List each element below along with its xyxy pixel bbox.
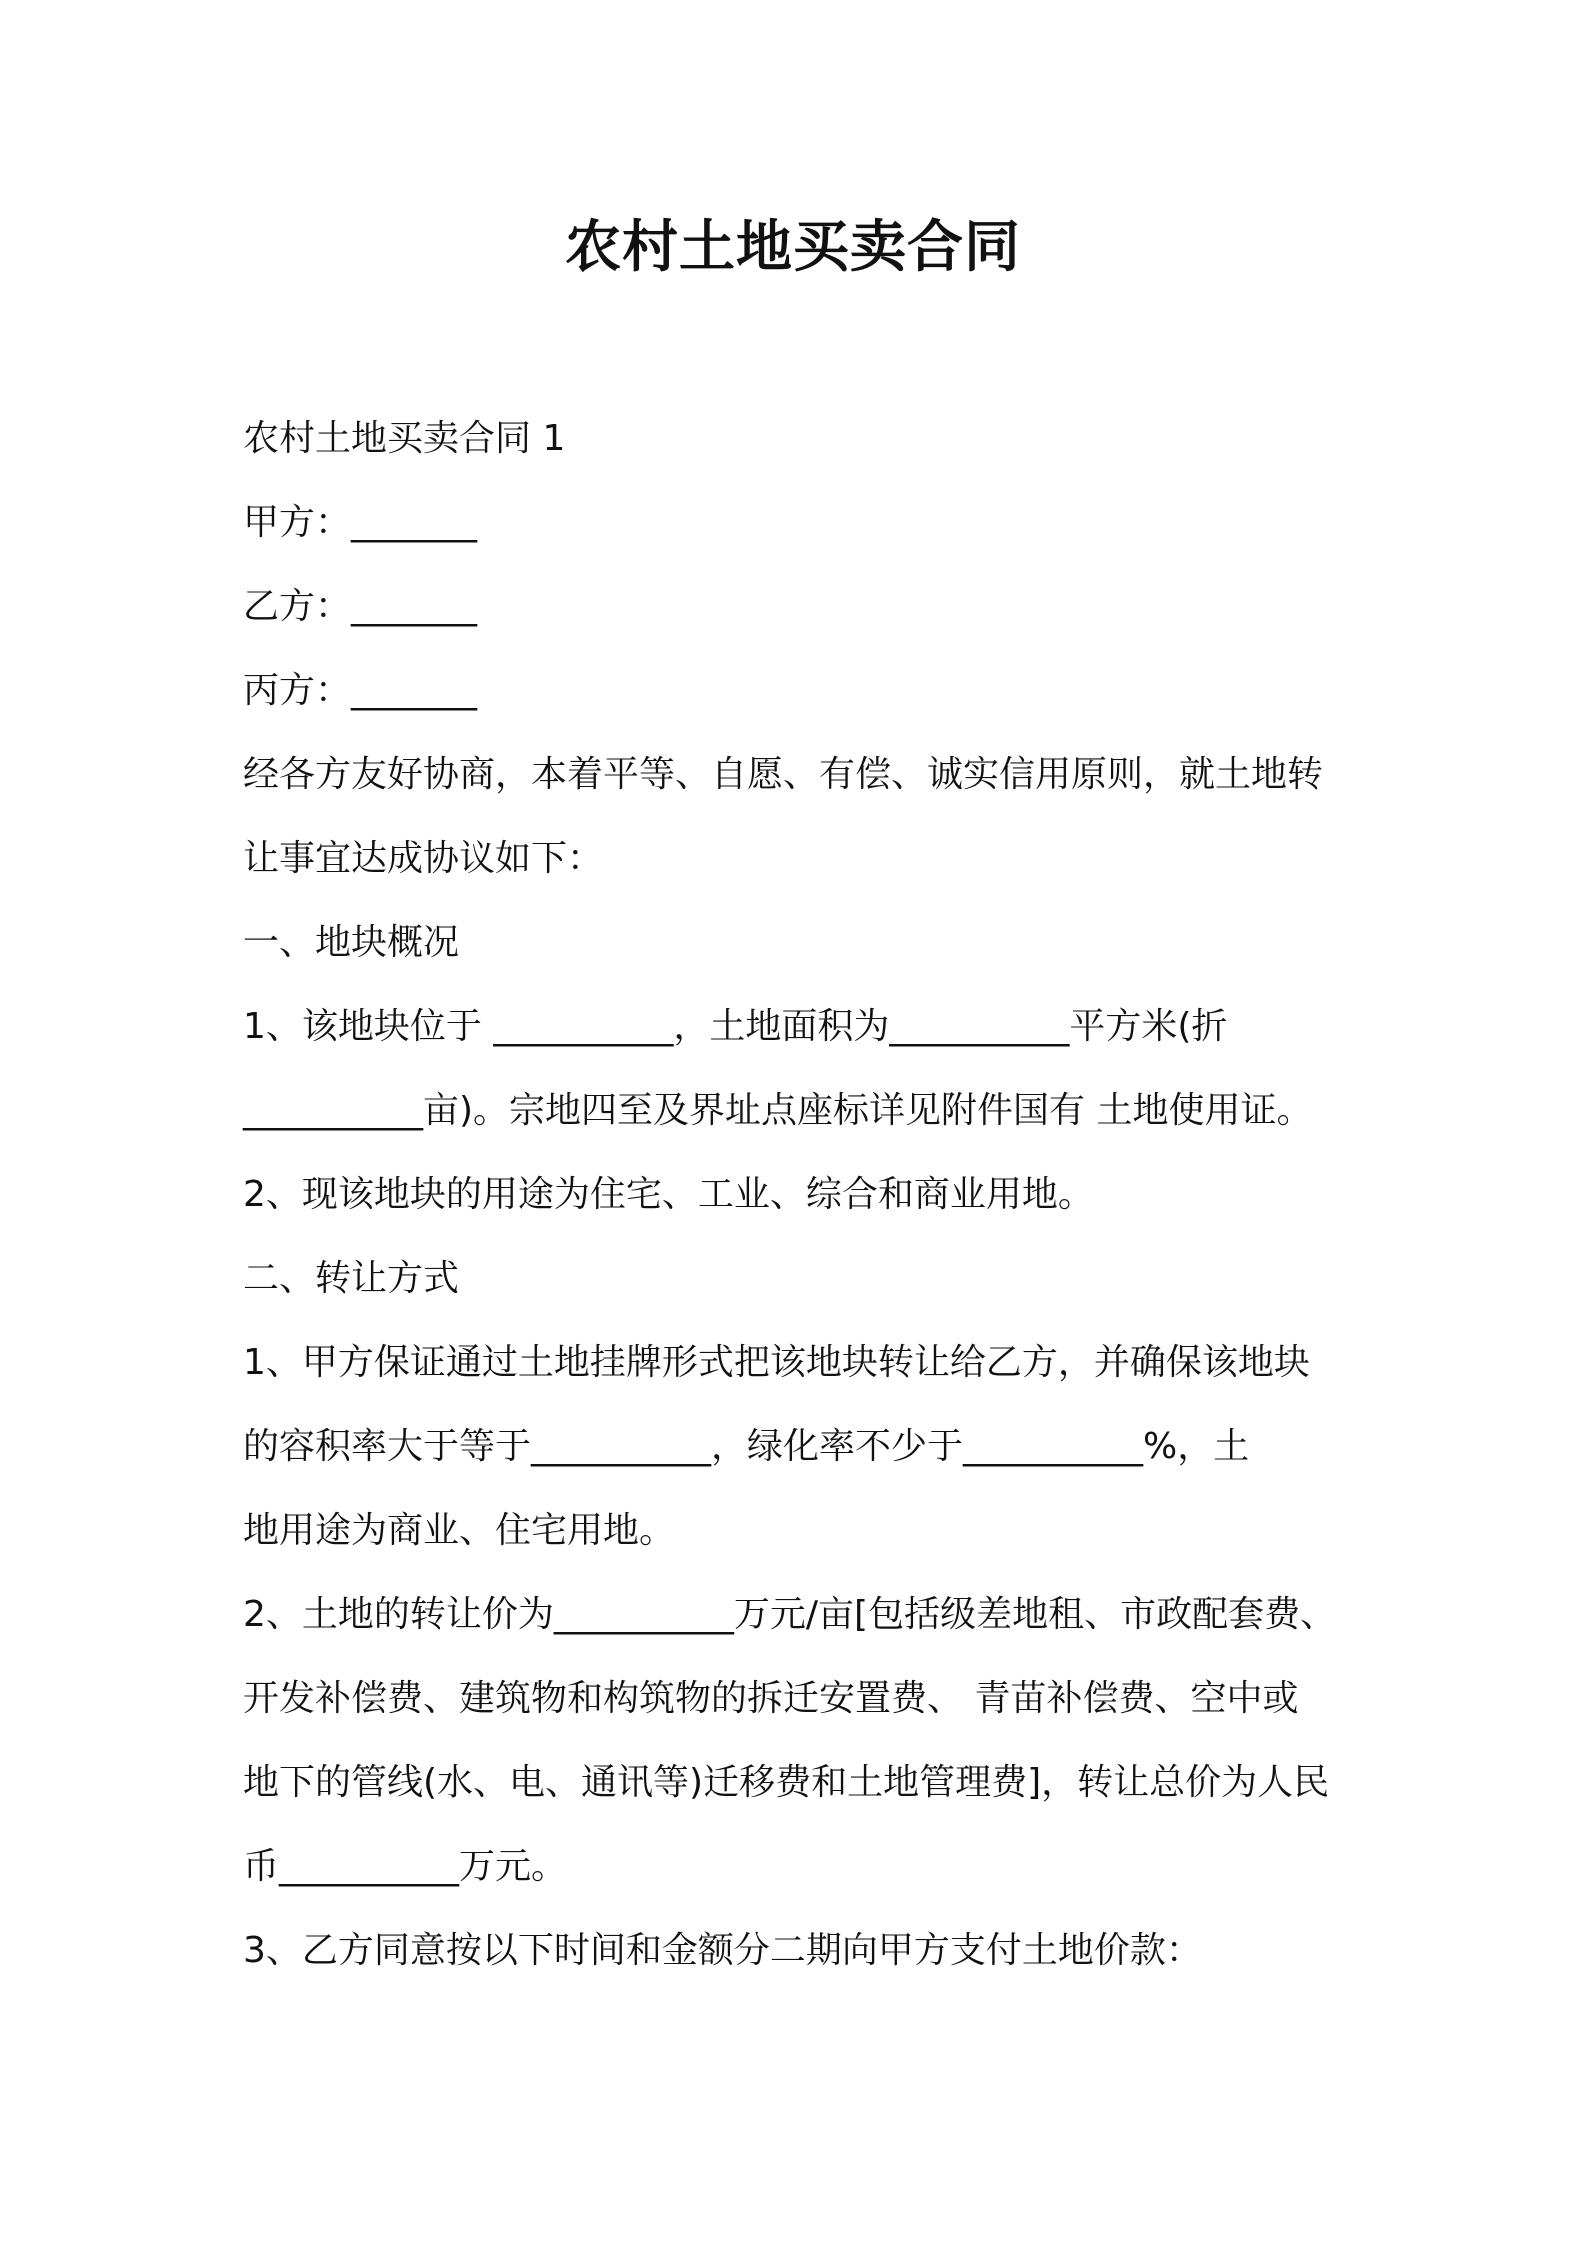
party-a-line: 甲方：_______ <box>243 502 478 543</box>
party-b-line: 乙方：_______ <box>243 586 478 627</box>
clause-2-2-line-1: 2、土地的转让价为__________万元/亩[包括级差地租、市政配套费、 <box>243 1594 1337 1635</box>
section-heading-1: 一、地块概况 <box>243 922 460 963</box>
clause-1-2-line-1: 2、现该地块的用途为住宅、工业、综合和商业用地。 <box>243 1174 1094 1215</box>
clause-2-1-line-3: 地用途为商业、住宅用地。 <box>243 1510 676 1551</box>
clause-2-2-line-4: 币__________万元。 <box>243 1846 568 1887</box>
preamble-line-1: 经各方友好协商，本着平等、自愿、有偿、诚实信用原则，就土地转 <box>243 754 1324 795</box>
clause-2-1-line-2: 的容积率大于等于__________，绿化率不少于__________%，土 <box>243 1426 1250 1467</box>
section-heading-2: 二、转让方式 <box>243 1258 460 1299</box>
document-title: 农村土地买卖合同 <box>565 215 1021 280</box>
contract-subtitle: 农村土地买卖合同 1 <box>243 418 566 459</box>
clause-1-1-line-1: 1、该地块位于 __________，土地面积为__________平方米(折 <box>243 1006 1228 1047</box>
party-c-line: 丙方：_______ <box>243 670 478 711</box>
clause-2-1-line-1: 1、甲方保证通过土地挂牌形式把该地块转让给乙方，并确保该地块 <box>243 1342 1310 1383</box>
clause-2-2-line-3: 地下的管线(水、电、通讯等)迁移费和土地管理费]，转让总价为人民 <box>243 1762 1330 1803</box>
clause-1-1-line-2: __________亩)。宗地四至及界址点座标详见附件国有 土地使用证。 <box>243 1090 1313 1131</box>
clause-2-3-line-1: 3、乙方同意按以下时间和金额分二期向甲方支付土地价款： <box>243 1930 1202 1971</box>
preamble-line-2: 让事宜达成协议如下： <box>243 838 604 879</box>
clause-2-2-line-2: 开发补偿费、建筑物和构筑物的拆迁安置费、 青苗补偿费、空中或 <box>243 1678 1299 1719</box>
